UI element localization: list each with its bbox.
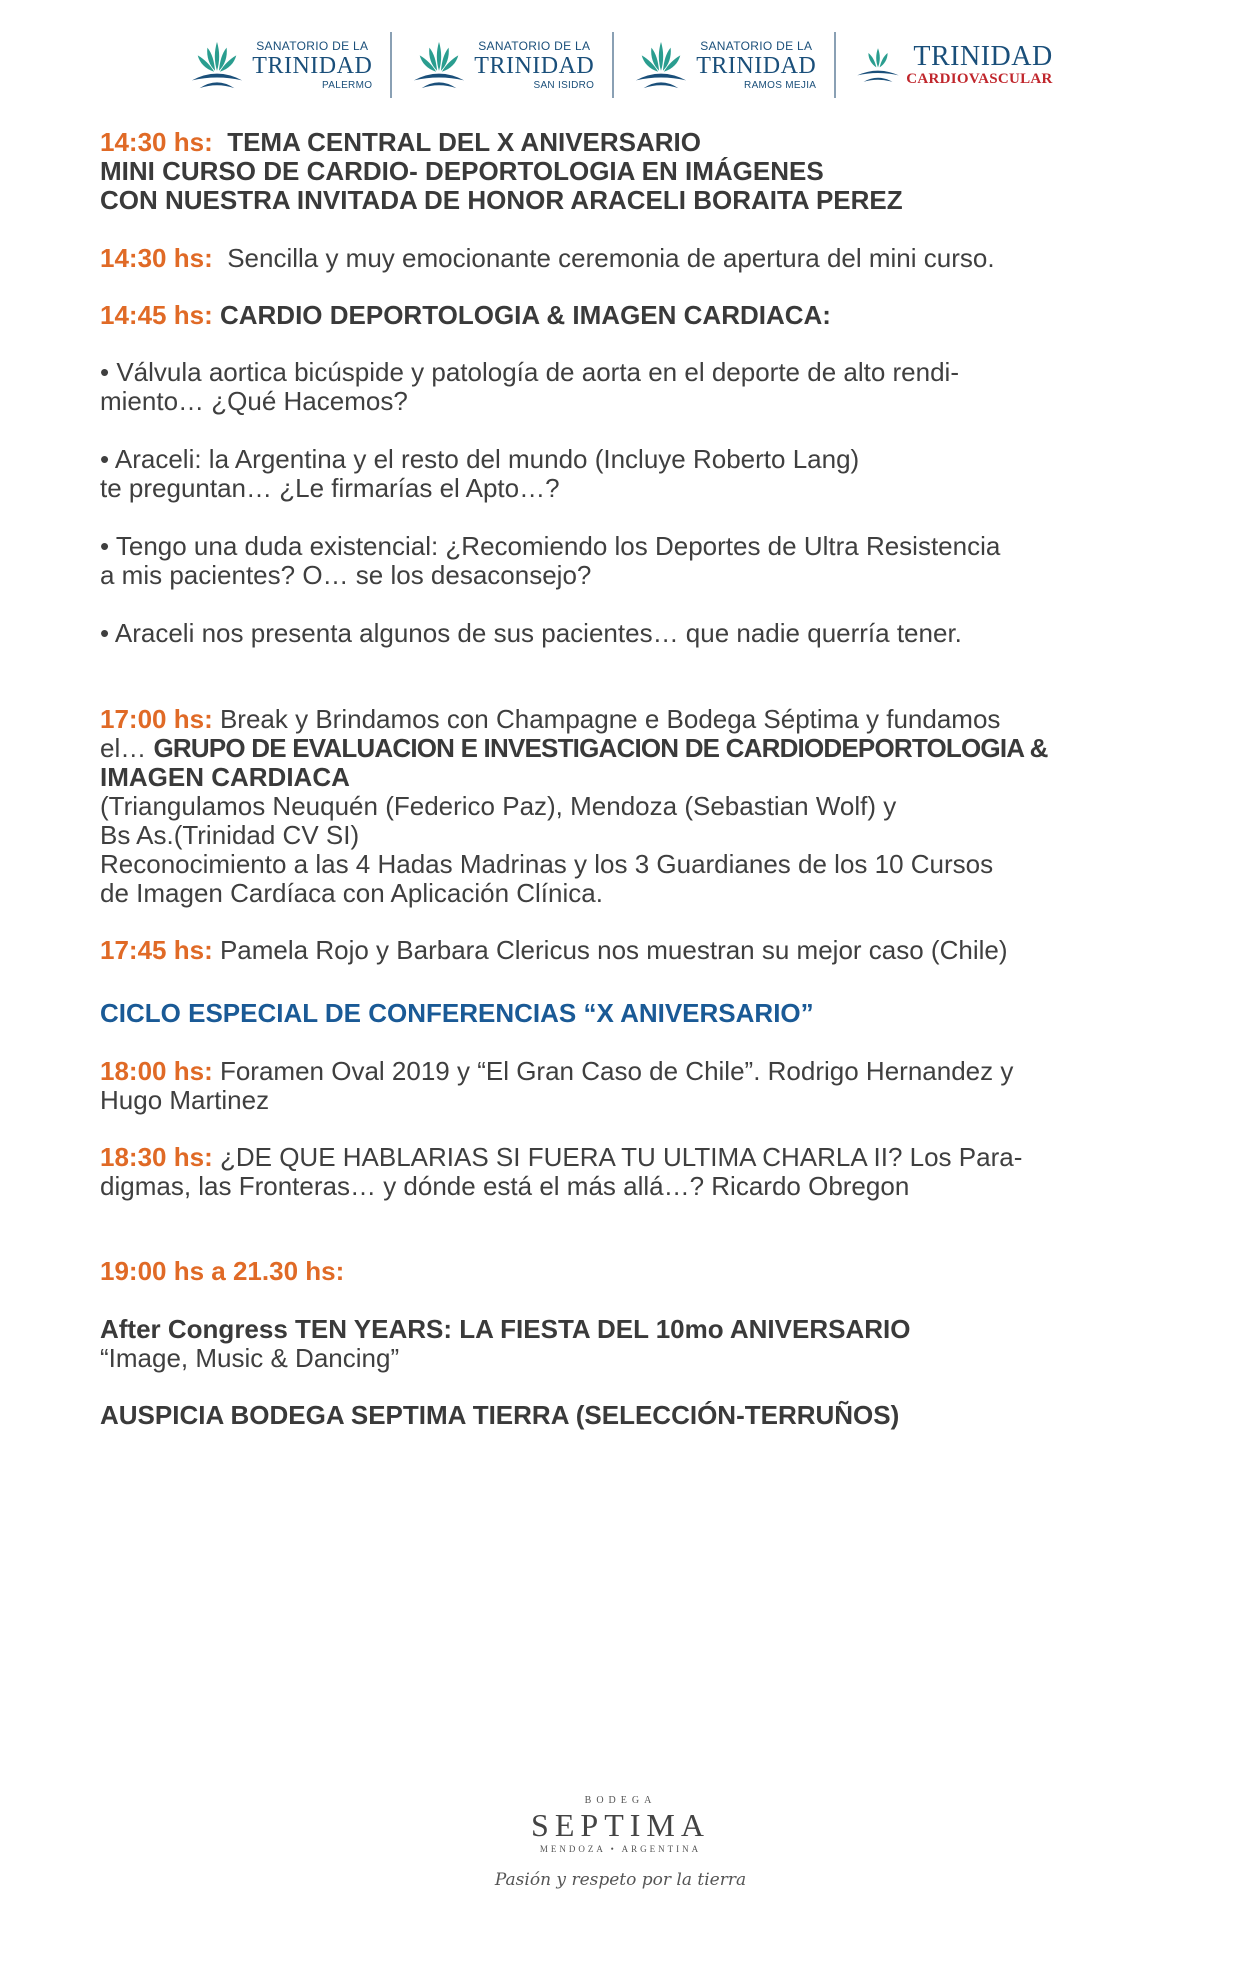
block-line: Reconocimiento a las 4 Hadas Madrinas y los 3 Guardianes de los 10 Cursos — [100, 849, 994, 879]
time-label: 17:00 hs: — [100, 704, 213, 734]
logo-line2: TRINIDAD — [696, 52, 817, 79]
bullet-item: • Tengo una duda existencial: ¿Recomiendo los Deportes de Ultra Resistencia — [100, 531, 1001, 561]
logo-line1: SANATORIO DE LA — [478, 38, 591, 53]
time-label: 14:30 hs: — [100, 243, 213, 273]
trinidad-emblem-icon — [632, 38, 690, 92]
logo-san-isidro — [392, 32, 612, 98]
after-congress-subtitle: “Image, Music & Dancing” — [100, 1343, 400, 1373]
logo-bodega: BODEGA — [584, 1795, 657, 1806]
block-line: CON NUESTRA INVITADA DE HONOR ARACELI BORAITA PEREZ — [100, 185, 903, 215]
bullet-item: • Araceli nos presenta algunos de sus pacientes… que nadie querría tener. — [100, 618, 962, 648]
block-text: Sencilla y muy emocionante ceremonia de apertura del mini curso. — [227, 243, 995, 273]
bullet-item-cont: miento… ¿Qué Hacemos? — [100, 386, 408, 416]
block-text: Foramen Oval 2019 y “El Gran Caso de Chile”. Rodrigo Hernandez y — [219, 1056, 1014, 1086]
block-line: de Imagen Cardíaca con Aplicación Clínica. — [100, 878, 603, 908]
bodega-septima-logo — [0, 1795, 1241, 1890]
block-text: ¿DE QUE HABLARIAS SI FUERA TU ULTIMA CHARLA II? Los Para- — [219, 1142, 1023, 1172]
time-label: 19:00 hs a 21.30 hs: — [100, 1256, 345, 1286]
block-line: digmas, las Fronteras… y dónde está el más allá…? Ricardo Obregon — [100, 1171, 910, 1201]
section-heading: CICLO ESPECIAL DE CONFERENCIAS “X ANIVERSARIO” — [100, 998, 814, 1028]
sponsor-line: AUSPICIA BODEGA SEPTIMA TIERRA (SELECCIÓN-TERRUÑOS) — [100, 1400, 900, 1430]
logo-line2: TRINIDAD — [913, 41, 1053, 72]
time-label: 18:30 hs: — [100, 1142, 213, 1172]
logo-septima: SEPTIMA — [531, 1807, 710, 1843]
after-congress-title: After Congress TEN YEARS: LA FIESTA DEL 10mo ANIVERSARIO — [100, 1314, 911, 1344]
logo-line3: CARDIOVASCULAR — [906, 71, 1053, 87]
block-text: CARDIO DEPORTOLOGIA & IMAGEN CARDIACA: — [219, 300, 831, 330]
logo-place: MENDOZA • ARGENTINA — [539, 1844, 702, 1854]
block-text: el… — [100, 733, 147, 763]
bullet-item: • Válvula aortica bicúspide y patología de aorta en el deporte de alto rendi- — [100, 357, 959, 387]
block-text: Pamela Rojo y Barbara Clericus nos muestran su mejor caso (Chile) — [219, 935, 1008, 965]
time-label: 14:30 hs: — [100, 127, 213, 157]
logo-tagline: Pasión y respeto por la tierra — [494, 1870, 747, 1890]
trinidad-emblem-icon — [188, 38, 246, 92]
block-line: Bs As.(Trinidad CV SI) — [100, 820, 360, 850]
block-line: TEMA CENTRAL DEL X ANIVERSARIO — [227, 127, 702, 157]
time-label: 17:45 hs: — [100, 935, 213, 965]
block-line: MINI CURSO DE CARDIO- DEPORTOLOGIA EN IMÁGENES — [100, 156, 824, 186]
logo-line3: PALERMO — [322, 79, 373, 91]
block-after-time — [100, 1253, 1180, 1289]
time-label: 14:45 hs: — [100, 300, 213, 330]
block-opening — [100, 240, 1180, 276]
logo-line1: SANATORIO DE LA — [256, 38, 369, 53]
logo-line2: TRINIDAD — [474, 52, 595, 79]
trinidad-emblem-icon — [410, 38, 468, 92]
block-best-case — [100, 932, 1180, 968]
logo-ramos-mejia — [614, 32, 834, 98]
bullet-item: • Araceli: la Argentina y el resto del mundo (Incluye Roberto Lang) — [100, 444, 860, 474]
trinidad-emblem-icon — [854, 45, 902, 85]
bullet-item-cont: a mis pacientes? O… se los desaconsejo? — [100, 560, 592, 590]
header-logos — [0, 30, 1241, 100]
logo-line1: SANATORIO DE LA — [700, 38, 813, 53]
logo-line3: SAN ISIDRO — [533, 79, 595, 91]
logo-palermo — [170, 32, 390, 98]
block-text-bold: GRUPO DE EVALUACION E INVESTIGACION DE CARDIODEPORTOLOGIA & — [153, 733, 1048, 763]
logo-cardiovascular — [836, 32, 1070, 98]
bullet-item-cont: te preguntan… ¿Le firmarías el Apto…? — [100, 473, 560, 503]
logo-line2: TRINIDAD — [252, 52, 373, 79]
block-line: (Triangulamos Neuquén (Federico Paz), Mendoza (Sebastian Wolf) y — [100, 791, 897, 821]
time-label: 18:00 hs: — [100, 1056, 213, 1086]
logo-line3: RAMOS MEJIA — [744, 79, 817, 91]
block-line: Hugo Martinez — [100, 1085, 270, 1115]
block-text: Break y Brindamos con Champagne e Bodega Séptima y fundamos — [219, 704, 1001, 734]
block-cardio-deportologia — [100, 297, 1180, 333]
block-line: IMAGEN CARDIACA — [100, 762, 350, 792]
